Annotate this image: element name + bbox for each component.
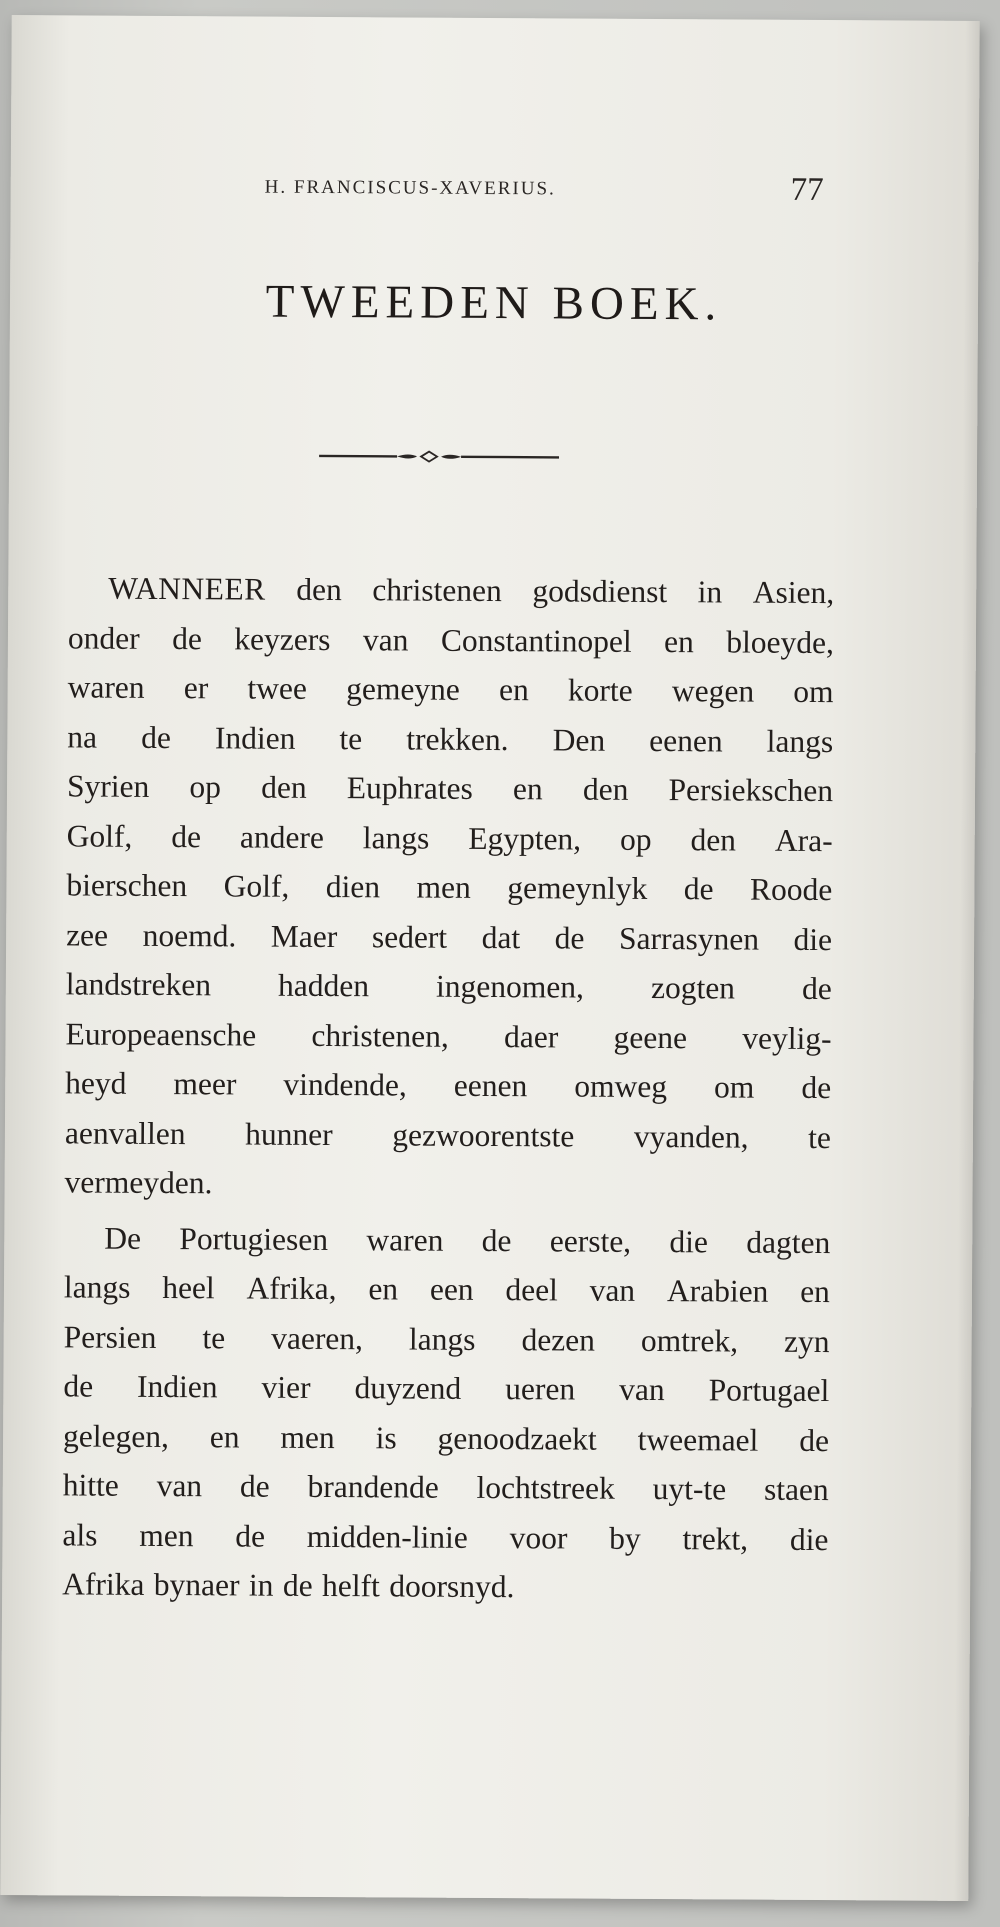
text-line: aenvallen hunner gezwoorentste vyanden, te: [64, 1114, 832, 1155]
text-line: Golf, de andere langs Egypten, op den Ara-: [66, 817, 833, 858]
book-page: [0, 15, 979, 1901]
running-head: H. FRANCISCUS-XAVERIUS.: [264, 176, 556, 200]
paragraph: [64, 563, 834, 1211]
ornamental-rule: [319, 449, 559, 464]
text-line: zee noemd. Maer sedert dat de Sarrasynen die: [66, 916, 833, 957]
text-line: waren er twee gemeyne en korte wegen om: [67, 669, 834, 710]
page-number: 77: [790, 171, 824, 209]
text-line: Syrien op den Euphrates en den Persiekschen: [66, 768, 834, 809]
text-line: bierschen Golf, dien men gemeynlyk de Roode: [66, 867, 833, 908]
text-line: als men de midden-linie voor by trekt, die: [62, 1516, 829, 1557]
paragraph: [62, 1213, 830, 1614]
text-line: De Portugiesen waren de eerste, die dagten: [104, 1220, 831, 1260]
text-line: landstreken hadden ingenomen, zogten de: [65, 966, 832, 1007]
text-line: Afrika bynaer in de helft doorsnyd.: [62, 1566, 515, 1605]
text-line: Europeaensche christenen, daer geene veylig-: [65, 1015, 832, 1056]
text-line: de Indien vier duyzend ueren van Portugael: [63, 1368, 830, 1409]
text-line: WANNEER den christenen godsdienst in Asien,: [108, 570, 835, 611]
text-line: hitte van de brandende lochtstreek uyt-te staen: [62, 1467, 829, 1508]
text-line: na de Indien te trekken. Den eenen langs: [67, 718, 834, 759]
text-line: gelegen, en men is genoodzaekt tweemael de: [62, 1417, 830, 1458]
text-line: Persien te vaeren, langs dezen omtrek, zyn: [63, 1318, 830, 1359]
text-line: heyd meer vindende, eenen omweg om de: [65, 1065, 832, 1106]
text-line: langs heel Afrika, en een deel van Arabien en: [63, 1269, 830, 1310]
text-line: vermeyden.: [64, 1164, 213, 1201]
body-text: [62, 563, 834, 1613]
text-line: onder de keyzers van Constantinopel en bloeyde,: [67, 619, 834, 660]
book-heading: TWEEDEN BOEK.: [265, 275, 723, 331]
